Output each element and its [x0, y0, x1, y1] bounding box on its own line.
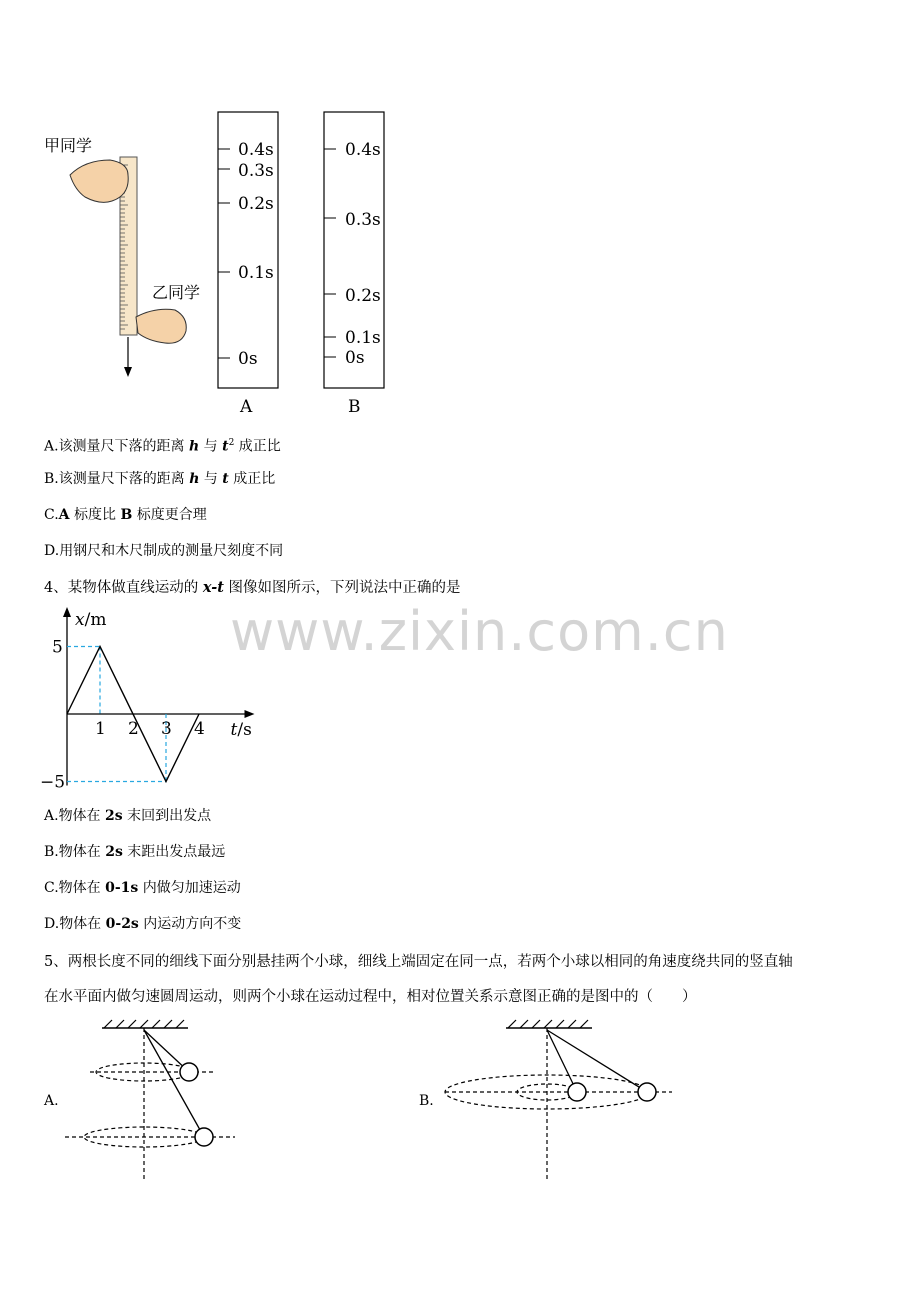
- q4-option: [44, 914, 241, 934]
- x-axis-arrow-icon: [245, 710, 255, 718]
- option-prefix: B.: [44, 844, 59, 860]
- option-text: 物体在: [59, 916, 106, 932]
- ruler-b-tick-label: 0.2s: [345, 286, 381, 306]
- q3-option: [44, 433, 281, 457]
- ruler-a-scale: [218, 140, 274, 369]
- option-prefix: B.: [44, 471, 59, 487]
- person-b-label: 乙同学: [152, 283, 201, 302]
- q4-stem-var: x-t: [202, 579, 224, 596]
- y-axis-label-unit: /m: [84, 610, 107, 630]
- option-bold: 2s: [105, 808, 123, 824]
- lower-ball-icon: [195, 1128, 213, 1146]
- ruler-a-caption: A: [240, 397, 253, 417]
- option-text: 物体在: [58, 808, 106, 824]
- fall-arrow-head-icon: [124, 367, 132, 377]
- hand-b-icon: [136, 309, 186, 343]
- option-prefix: A.: [44, 808, 59, 824]
- q5-stem-line-2: 在水平面内做匀速圆周运动，则两个小球在运动过程中，相对位置关系示意图正确的是图中的（ ）: [44, 989, 697, 1005]
- option-text: 成正比: [228, 471, 276, 487]
- option-bold: 0-1s: [105, 880, 139, 896]
- q4-stem-pre: 4、某物体做直线运动的: [44, 580, 203, 596]
- ruler-a-tick-label: 0.3s: [238, 161, 274, 181]
- q4-stem: [44, 578, 461, 598]
- option-text: 与: [199, 438, 223, 455]
- x-axis-label-var: t: [230, 720, 238, 740]
- ruler-b-tick-label: 0.1s: [345, 328, 381, 348]
- q5-option-b-diagram: [440, 1018, 680, 1183]
- y-tick-label: 5: [52, 637, 63, 658]
- option-text: 内做匀加速运动: [138, 880, 241, 896]
- q5-option-a-label: A.: [44, 1093, 59, 1109]
- option-text: 标度更合理: [132, 507, 207, 523]
- x-tick-label: 1: [95, 719, 106, 739]
- q4-stem-post: 图像如图所示，下列说法中正确的是: [223, 580, 461, 596]
- option-sup: 2: [228, 438, 235, 448]
- ruler-b-tick-label: 0.3s: [345, 210, 381, 230]
- y-axis-arrow-icon: [63, 607, 71, 617]
- x-tick-label: 4: [194, 719, 205, 739]
- option-text: 物体在: [58, 880, 106, 896]
- hand-a-icon: [70, 160, 128, 202]
- y-tick-label: −5: [40, 772, 66, 793]
- option-prefix: A.: [44, 438, 59, 455]
- option-prefix: C.: [44, 880, 59, 896]
- option-text: 成正比: [234, 438, 281, 455]
- q4-option: [44, 806, 211, 826]
- option-text: 末回到出发点: [122, 808, 212, 824]
- x-axis-label-unit: /s: [237, 720, 252, 740]
- upper-ball-icon: [180, 1063, 198, 1081]
- q5-option-b-label: B.: [419, 1093, 434, 1109]
- watermark-text: www.zixin.com.cn: [230, 600, 729, 663]
- person-a-label: 甲同学: [44, 136, 93, 155]
- option-bold: B: [120, 507, 133, 523]
- option-text: 用钢尺和木尺制成的测量尺刻度不同: [59, 543, 284, 559]
- ruler-b-scale: [324, 140, 381, 368]
- option-bold: t: [222, 438, 229, 455]
- x-tick-label: 3: [161, 719, 172, 739]
- option-bold: 0-2s: [105, 916, 139, 932]
- option-prefix: D.: [44, 543, 60, 559]
- option-bold: h: [189, 438, 200, 455]
- option-text: 与: [199, 471, 223, 487]
- ruler-a-tick-label: 0.4s: [238, 140, 274, 160]
- q5-option-a-diagram: [60, 1018, 260, 1183]
- option-prefix: C.: [44, 507, 59, 523]
- option-bold: t: [222, 471, 229, 487]
- option-text: 内运动方向不变: [138, 916, 242, 932]
- inner-ball-icon: [568, 1083, 586, 1101]
- x-axis-label: [231, 720, 252, 740]
- ruler-a-tick-label: 0s: [238, 349, 258, 369]
- q3-option: [44, 469, 275, 489]
- option-text: 物体在: [58, 844, 106, 860]
- xt-chart: [40, 605, 280, 800]
- reaction-ruler-figure: [40, 105, 400, 420]
- ceiling-hatch: [508, 1020, 588, 1028]
- q4-option: [44, 878, 241, 898]
- ruler-b-tick-label: 0s: [345, 348, 365, 368]
- y-axis-label-var: x: [75, 610, 85, 630]
- option-text: 末距出发点最远: [122, 844, 226, 860]
- option-prefix: D.: [44, 916, 60, 932]
- option-bold: 2s: [105, 844, 123, 860]
- q4-option: [44, 842, 225, 862]
- ruler-b-tick-label: 0.4s: [345, 140, 381, 160]
- ceiling-hatch: [104, 1020, 184, 1028]
- q3-option: [44, 541, 283, 561]
- option-text: 该测量尺下落的距离: [58, 438, 190, 455]
- option-bold: A: [58, 507, 70, 523]
- y-axis-label: [75, 610, 106, 630]
- option-text: 标度比: [69, 507, 121, 523]
- q3-option: [44, 505, 207, 525]
- ruler-b-caption: B: [348, 397, 361, 417]
- ruler-a-tick-label: 0.1s: [238, 263, 274, 283]
- x-tick-label: 2: [128, 719, 139, 739]
- option-text: 该测量尺下落的距离: [58, 471, 190, 487]
- outer-ball-icon: [638, 1083, 656, 1101]
- long-string: [144, 1030, 204, 1137]
- option-bold: h: [189, 471, 200, 487]
- ruler-a-tick-label: 0.2s: [238, 194, 274, 214]
- q5-stem-line-1: 5、两根长度不同的细线下面分别悬挂两个小球，细线上端固定在同一点，若两个小球以相同的角速度绕共同的竖直轴: [44, 954, 793, 970]
